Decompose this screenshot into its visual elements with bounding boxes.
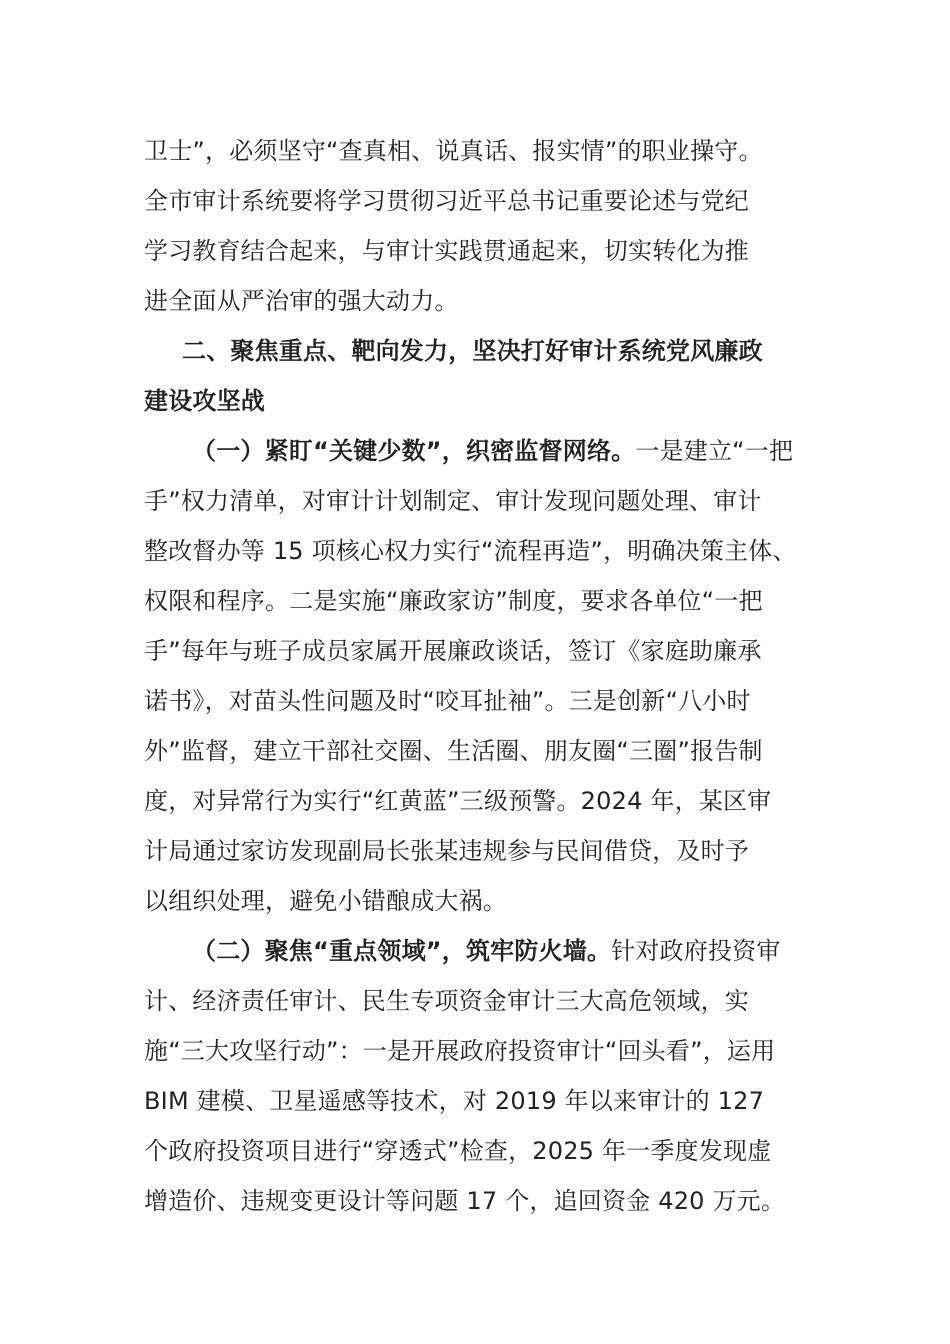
subsection-first-line [144, 926, 804, 976]
body-line: 诺书》，对苗头性问题及时“咬耳扯袖”。三是创新“八小时 [144, 687, 751, 715]
body-line: 手”每年与班子成员家属开展廉政谈话，签订《家庭助廉承 [144, 637, 762, 665]
body-line: 以组织处理，避免小错酿成大祸。 [144, 887, 507, 915]
body-line: 增造价、违规变更设计等问题 17 个，追回资金 420 万元。 [144, 1187, 786, 1215]
body-line: 外”监督，建立干部社交圈、生活圈、朋友圈“三圈”报告制 [144, 737, 763, 765]
subsection-title: （二）聚焦“重点领域”，筑牢防火墙。 [192, 937, 612, 965]
body-line: 整改督办等 15 项核心权力实行“流程再造”，明确决策主体、 [144, 537, 797, 565]
body-line: 学习教育结合起来，与审计实践贯通起来，切实转化为推 [144, 237, 749, 265]
body-line: 卫士”，必须坚守“查真相、说真话、报实情”的职业操守。 [144, 137, 763, 165]
body-text: 针对政府投资审 [611, 937, 781, 965]
body-line: 权限和程序。二是实施“廉政家访”制度，要求各单位“一把 [144, 587, 763, 615]
body-line: 手”权力清单，对审计计划制定、审计发现问题处理、审计 [144, 487, 762, 515]
body-line: 施“三大攻坚行动”：一是开展政府投资审计“回头看”，运用 [144, 1037, 776, 1065]
body-line: BIM 建模、卫星遥感等技术，对 2019 年以来审计的 127 [144, 1087, 765, 1115]
subsection-first-line [144, 426, 804, 476]
section-heading: 二、聚焦重点、靶向发力，坚决打好审计系统党风廉政 [182, 337, 763, 365]
body-line: 进全面从严治审的强大动力。 [144, 287, 459, 315]
body-line: 度，对异常行为实行“红黄蓝”三级预警。2024 年，某区审 [144, 787, 772, 815]
body-line: 个政府投资项目进行“穿透式”检查，2025 年一季度发现虚 [144, 1137, 772, 1165]
body-text: 一是建立“一把 [635, 437, 794, 465]
body-line: 计局通过家访发现副局长张某违规参与民间借贷，及时予 [144, 837, 749, 865]
body-line: 全市审计系统要将学习贯彻习近平总书记重要论述与党纪 [144, 187, 749, 215]
section-heading-continued: 建设攻坚战 [144, 387, 265, 415]
document-body [144, 126, 804, 1226]
subsection-title: （一）紧盯“关键少数”，织密监督网络。 [192, 437, 636, 465]
body-line: 计、经济责任审计、民生专项资金审计三大高危领域，实 [144, 987, 749, 1015]
